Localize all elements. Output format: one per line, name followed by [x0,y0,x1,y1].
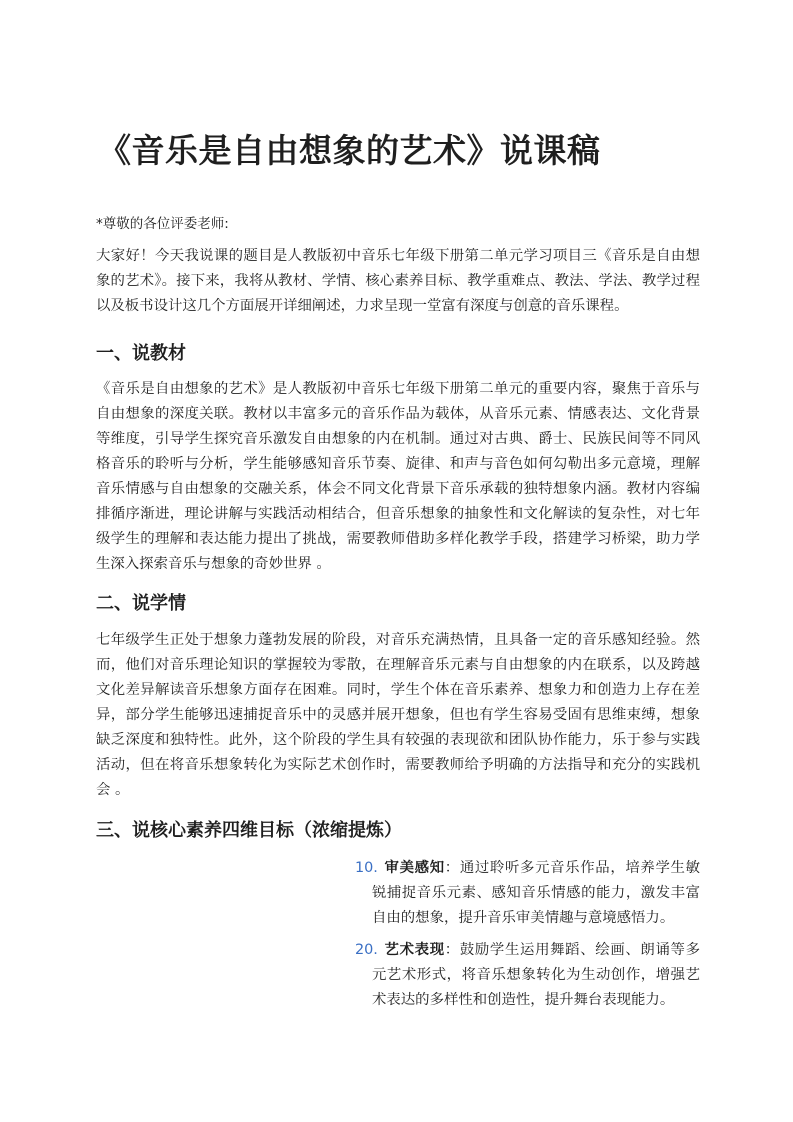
list-item [355,938,700,1013]
list-number: 20. [355,942,378,958]
section-body-textbook: 《音乐是自由想象的艺术》是人教版初中音乐七年级下册第二单元的重要内容，聚焦于音乐与自由想象的深度关联。教材以丰富多元的音乐作品为载体，从音乐元素、情感表达、文化背景等维度，引导学生探究音乐激发自由想象的内在机制。通过对古典、爵士、民族民间等不同风格音乐的聆听与分析，学生能够感知音乐节奏、旋律、和声与音色如何勾勒出多元意境，理解音乐情感与自由想象的交融关系，体会不同文化背景下音乐承载的独特想象内涵。教材内容编排循序渐进，理论讲解与实践活动相结合，但音乐想象的抽象性和文化解读的复杂性，对七年级学生的理解和表达能力提出了挑战，需要教师借助多样化教学手段，搭建学习桥梁，助力学生深入探索音乐与想象的奇妙世界 。 [96,381,700,572]
goal-name: 艺术表现 [383,942,445,958]
goal-name: 审美感知 [383,860,445,876]
list-item [355,856,700,931]
salutation: *尊敬的各位评委老师: [96,216,229,232]
list-number: 10. [355,860,378,876]
goal-text: ：鼓励学生运用舞蹈、绘画、朗诵等多元艺术形式，将音乐想象转化为生动创作，增强艺术表达的多样性和创造性，提升舞台表现能力。 [372,942,700,1008]
intro-paragraph: 大家好！今天我说课的题目是人教版初中音乐七年级下册第二单元学习项目三《音乐是自由想象的艺术》。接下来，我将从教材、学情、核心素养目标、教学重难点、教法、学法、教学过程以及板书设计这几个方面展开详细阐述，力求呈现一堂富有深度与创意的音乐课程。 [96,248,700,314]
section-heading-learners: 二、说学情 [96,593,186,614]
goals-list [355,856,700,1020]
section-heading-textbook: 一、说教材 [96,343,186,364]
section-body-learners: 七年级学生正处于想象力蓬勃发展的阶段，对音乐充满热情，且具备一定的音乐感知经验。然而，他们对音乐理论知识的掌握较为零散，在理解音乐元素与自由想象的内在联系，以及跨越文化差异解读音乐想象方面存在困难。同时，学生个体在音乐素养、想象力和创造力上存在差异，部分学生能够迅速捕捉音乐中的灵感并展开想象，但也有学生容易受固有思维束缚，想象缺乏深度和独特性。此外，这个阶段的学生具有较强的表现欲和团队协作能力，乐于参与实践活动，但在将音乐想象转化为实际艺术创作时，需要教师给予明确的方法指导和充分的实践机会 。 [96,632,700,798]
section-heading-goals: 三、说核心素养四维目标（浓缩提炼） [96,820,402,841]
page-title: 《音乐是自由想象的艺术》说课稿 [98,131,601,170]
goal-text: ：通过聆听多元音乐作品，培养学生敏锐捕捉音乐元素、感知音乐情感的能力，激发丰富自由的想象，提升音乐审美情趣与意境感悟力。 [372,860,700,926]
